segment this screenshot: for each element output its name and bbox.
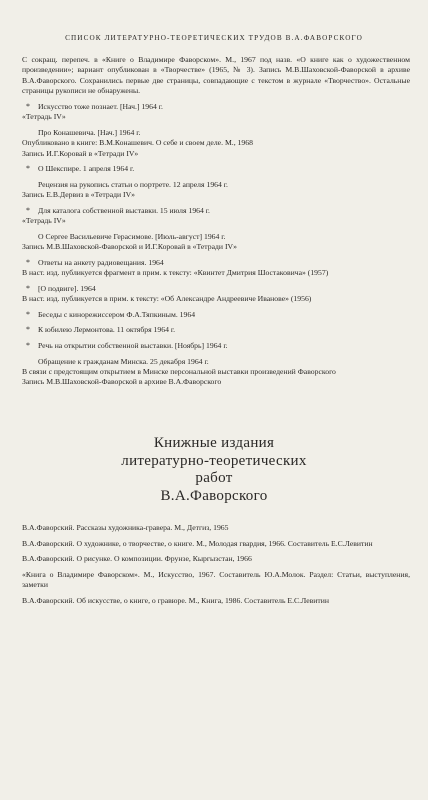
entry-note: Запись И.Г.Коровай в «Тетради IV»	[22, 148, 139, 158]
asterisk-marker: *	[26, 205, 30, 215]
bibliography-list	[22, 55, 410, 393]
section-title-line: литературно-теоретических	[121, 452, 307, 469]
entry-title	[22, 206, 410, 216]
entry-note: В наст. изд. публикуется фрагмент в прим. к тексту: «Квинтет Дмитрия Шостаковича» (1957)	[22, 268, 329, 278]
entry-title-text: [О подвиге]. 1964	[38, 283, 96, 293]
entry-title-text: Ответы на анкету радиовещания. 1964	[38, 257, 164, 267]
entry-title-text: Речь на открытии собственной выставки. [Ноябрь] 1964 г.	[38, 341, 228, 350]
running-head: СПИСОК ЛИТЕРАТУРНО-ТЕОРЕТИЧЕСКИХ ТРУДОВ В.А.ФАВОРСКОГО	[65, 34, 363, 42]
entry-title	[22, 325, 410, 335]
entry-title	[22, 284, 410, 294]
bibliography-entry	[22, 341, 410, 351]
bibliography-entry	[22, 284, 410, 305]
entry-title: Рецензия на рукопись статьи о портрете. 12 апреля 1964 г.	[38, 179, 228, 189]
entry-title	[22, 164, 410, 174]
entry-title-text: Искусство тоже познает. [Нач.] 1964 г.	[38, 101, 163, 111]
entry-title	[22, 102, 410, 112]
book-edition-item: В.А.Фаворский. Об искусстве, о книге, о гравюре. М., Книга, 1986. Составитель Е.С.Левитин	[22, 595, 329, 605]
asterisk-marker: *	[26, 325, 30, 335]
bibliography-entry	[22, 128, 410, 159]
entry-title	[22, 258, 410, 268]
entry-title: Обращение к гражданам Минска. 25 декабря 1964 г.	[38, 356, 209, 366]
bibliography-entry	[22, 310, 410, 320]
bibliography-entry	[22, 164, 410, 174]
asterisk-marker: *	[26, 283, 30, 293]
entry-note: В наст. изд. публикуется в прим. к тексту: «Об Александре Андреевиче Иванове» (1956)	[22, 294, 312, 304]
entry-title-text: Беседы с кинорежиссером Ф.А.Тяпкиным. 1964	[38, 309, 196, 319]
entry-note: Запись Е.В.Дервиз в «Тетради IV»	[22, 190, 136, 200]
book-edition-item: В.А.Фаворский. Рассказы художника-гравера. М., Детгиз, 1965	[22, 523, 229, 532]
asterisk-marker: *	[26, 257, 30, 267]
entry-note: Опубликовано в книге: В.М.Конашевич. О себе и своем деле. М., 1968	[22, 138, 253, 148]
entry-note: Запись М.В.Шаховской-Фаворской в архиве В.А.Фаворского	[22, 377, 222, 387]
bibliography-entry	[22, 325, 410, 335]
bibliography-entry	[22, 102, 410, 123]
section-title-line: В.А.Фаворского	[160, 487, 268, 504]
bibliography-entry	[22, 357, 410, 388]
entry-note: «Тетрадь IV»	[22, 112, 66, 122]
asterisk-marker: *	[26, 101, 30, 111]
bibliography-entry	[22, 232, 410, 253]
entry-title-text: К юбилею Лермонтова. 11 октября 1964 г.	[38, 325, 176, 335]
asterisk-marker: *	[26, 341, 30, 350]
entry-title-text: Для каталога собственной выставки. 15 июля 1964 г.	[38, 205, 210, 215]
book-editions-list	[22, 523, 410, 611]
section-title-line: Книжные издания	[153, 435, 275, 451]
entry-title: Про Конашевича. [Нач.] 1964 г.	[38, 127, 141, 137]
section-title	[0, 435, 428, 505]
section-title-line: работ	[195, 470, 233, 486]
asterisk-marker: *	[26, 309, 30, 319]
bibliography-entry	[22, 180, 410, 201]
entry-note: С сокращ. перепеч. в «Книге о Владимире Фаворском». М., 1967 под назв. «О книге как о художественном произведении»; вариант опубликован в «Творчестве» (1965, № 3). Запись М.В.Шаховской-Фаворской в архиве В.А.Фаворского. Сохранились первые две страницы, совпадающие с текстом в журнале «Творчество». Остальные страницы рукописи не обнаружены.	[22, 55, 410, 96]
bibliography-entry	[22, 55, 410, 97]
book-edition-item: «Книга о Владимире Фаворском». М., Искусство, 1967. Составитель Ю.А.Молок. Раздел: Статьи, выступления, заметки	[22, 569, 410, 590]
entry-title	[22, 310, 410, 320]
book-edition-item: В.А.Фаворский. О художнике, о творчестве, о книге. М., Молодая гвардия, 1966. Составитель Е.С.Левитин	[22, 538, 373, 548]
entry-title: О Сергее Васильевиче Герасимове. [Июль-август] 1964 г.	[38, 231, 226, 241]
entry-title-text: О Шекспире. 1 апреля 1964 г.	[38, 164, 135, 174]
bibliography-entry	[22, 206, 410, 227]
entry-title	[22, 341, 410, 351]
entry-note: Запись М.В.Шаховской-Фаворской и И.Г.Коровай в «Тетради IV»	[22, 242, 237, 252]
book-edition-item: В.А.Фаворский. О рисунке. О композиции. Фрунзе, Кыргызстан, 1966	[22, 554, 252, 564]
entry-note: В связи с предстоящим открытием в Минске персональной выставки произведений Фаворского	[22, 367, 336, 376]
bibliography-entry	[22, 258, 410, 279]
asterisk-marker: *	[26, 164, 30, 174]
entry-note: «Тетрадь IV»	[22, 216, 66, 226]
